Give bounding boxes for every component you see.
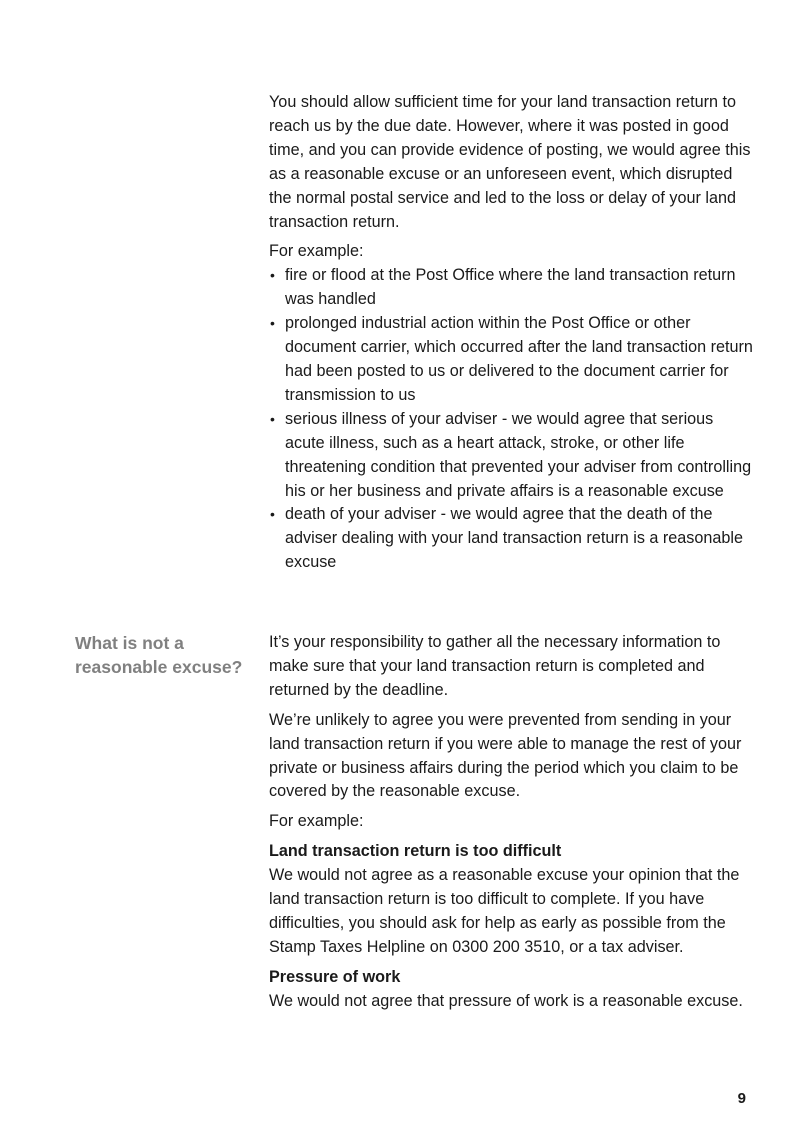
pressure-of-work-paragraph: We would not agree that pressure of work is a reasonable excuse. <box>269 991 743 1010</box>
for-example-label: For example: <box>269 812 364 831</box>
intro-paragraph: You should allow sufficient time for your land transaction return to reach us by the due date. However, where it was posted in good time, and you can provide evidence of posting, we would agree this as a reasonable excuse or an unforeseen event, which disrupted the normal postal service and led to the loss or delay of your land transaction return. <box>269 93 751 231</box>
unlikely-paragraph: We’re unlikely to agree you were prevented from sending in your land transaction return if you were able to manage the rest of your private or business affairs during the period which you claim to be covered by the reasonable excuse. <box>269 710 742 801</box>
section-heading: What is not a reasonable excuse? <box>75 633 243 677</box>
page-number: 9 <box>737 1090 746 1107</box>
list-item: • serious illness of your adviser - we would agree that serious acute illness, such as a heart attack, stroke, or other life threatening condition that prevented your adviser from controlling his or her business and private affairs is a reasonable excuse <box>269 408 754 504</box>
not-reasonable-excuse-section <box>269 631 754 1014</box>
subheading-too-difficult: Land transaction return is too difficult <box>269 842 562 861</box>
too-difficult-paragraph: We would not agree as a reasonable excuse your opinion that the land transaction return is too difficult to complete. If you have difficulties, you should ask for help as early as possible from the Stamp Taxes Helpline on 0300 200 3510, or a tax adviser. <box>269 866 740 956</box>
list-item: • prolonged industrial action within the Post Office or other document carrier, which occurred after the land transaction return had been posted to us or delivered to the document carrier for transmission to us <box>269 312 754 408</box>
list-item: • fire or flood at the Post Office where the land transaction return was handled <box>269 264 754 312</box>
for-example-label: For example: <box>269 242 364 261</box>
list-item: • death of your adviser - we would agree that the death of the adviser dealing with your land transaction return is a reasonable excuse <box>269 503 754 575</box>
subheading-pressure-of-work: Pressure of work <box>269 967 401 986</box>
postal-delay-section <box>269 91 754 575</box>
responsibility-paragraph: It’s your responsibility to gather all the necessary information to make sure that your land transaction return is completed and returned by the deadline. <box>269 633 721 699</box>
example-list <box>269 264 754 575</box>
